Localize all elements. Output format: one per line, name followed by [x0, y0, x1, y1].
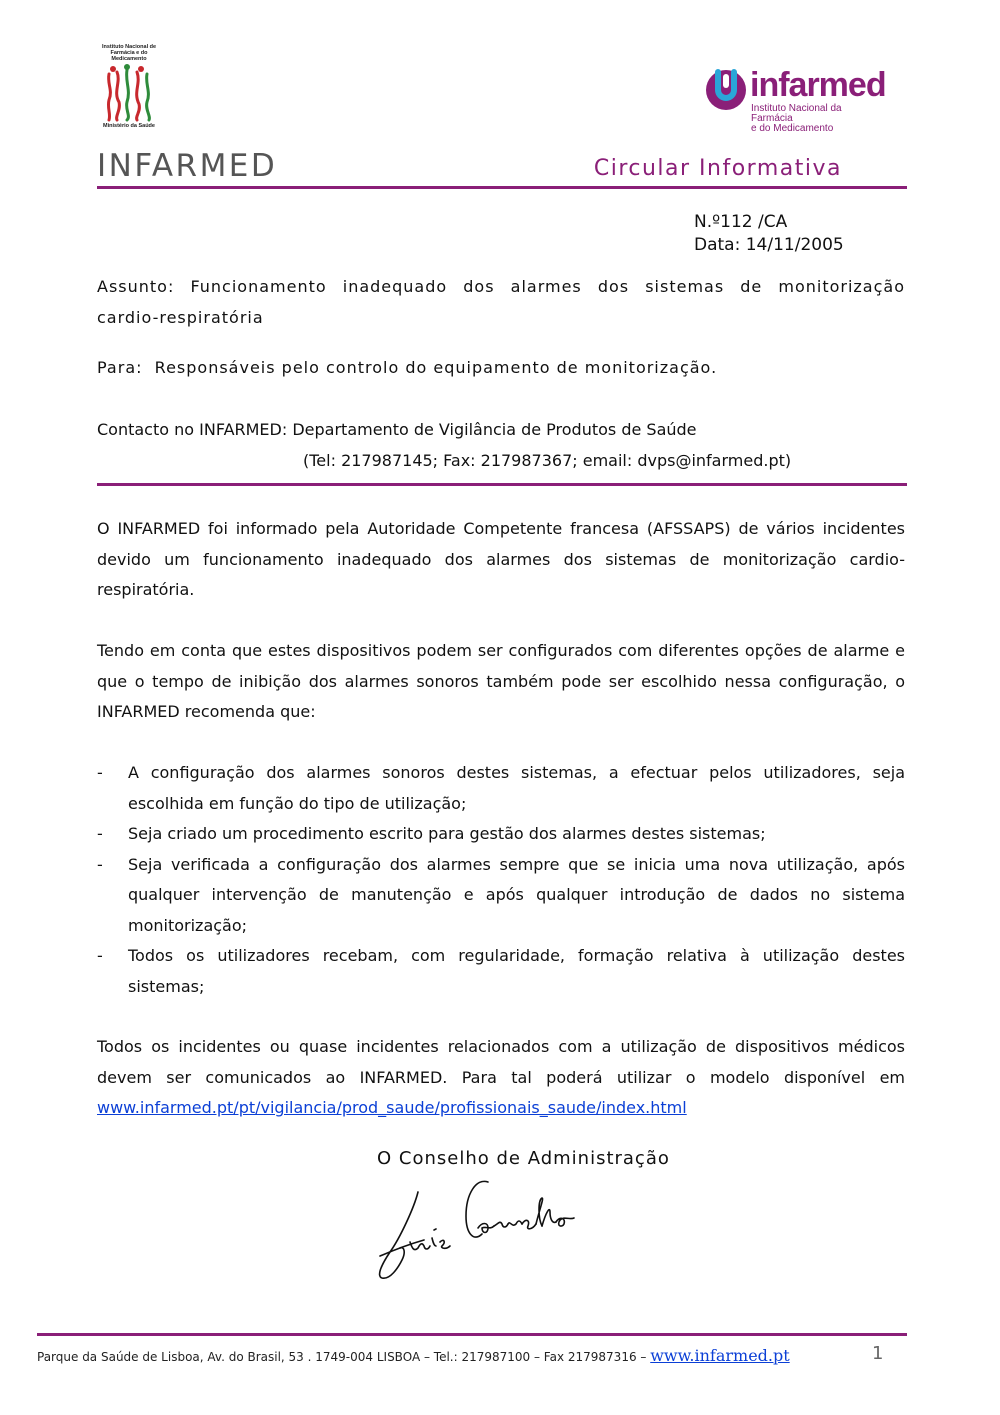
circular-date: Data: 14/11/2005 — [694, 235, 844, 255]
paragraph-3-text: Todos os incidentes ou quase incidentes relacionados com a utilização de dispositivos médicos devem ser comunicados ao INFARMED. Para tal poderá utilizar o modelo disponível em — [97, 1037, 905, 1087]
list-item-text: Todos os utilizadores recebam, com regularidade, formação relativa à utilização destes sistemas; — [128, 946, 905, 996]
ministry-logo-text: Instituto Nacional de Farmácia e do Medicamento — [101, 44, 157, 62]
page-number: 1 — [872, 1343, 884, 1364]
list-item — [97, 850, 905, 942]
recommendations-list — [97, 758, 905, 1002]
reporting-link[interactable]: www.infarmed.pt/pt/vigilancia/prod_saude/profissionais_saude/index.html — [97, 1098, 687, 1117]
list-item-text: Seja criado um procedimento escrito para gestão dos alarmes destes sistemas; — [128, 824, 766, 843]
handwritten-signature — [370, 1168, 590, 1292]
list-item-text: A configuração dos alarmes sonoros destes sistemas, a efectuar pelos utilizadores, seja escolhida em função do tipo de utilização; — [128, 763, 905, 813]
infarmed-logo-subtitle — [751, 104, 884, 134]
list-item-text: Seja verificada a configuração dos alarmes sempre que se inicia uma nova utilização, após qualquer intervenção de manutenção e após qualquer introdução de dados no sistema monitorização; — [128, 854, 905, 935]
list-item — [97, 819, 905, 850]
circular-number: N.º112 /CA — [694, 212, 788, 232]
figures-emblem-icon — [103, 64, 155, 122]
infarmed-symbol-icon — [704, 68, 748, 112]
subject — [97, 272, 905, 333]
signature-image-icon — [370, 1168, 590, 1288]
bullet-dash: - — [97, 824, 103, 843]
document-type: Circular Informativa — [593, 156, 842, 181]
subject-line2: cardio-respiratória — [97, 307, 264, 327]
contact-line2: (Tel: 217987145; Fax: 217987367; email: dvps@infarmed.pt) — [303, 451, 792, 470]
footer-address: Parque da Saúde de Lisboa, Av. do Brasil, 53 . 1749-004 LISBOA – Tel.: 217987100 – Fax 217987316 – — [37, 1350, 647, 1364]
contact-divider — [97, 483, 907, 486]
brand-title: INFARMED — [97, 148, 278, 184]
infarmed-logo — [704, 66, 886, 134]
recipients: Para: Responsáveis pelo controlo do equipamento de monitorização. — [97, 358, 718, 377]
subject-line1: Assunto: Funcionamento inadequado dos alarmes dos sistemas de monitorização — [97, 277, 905, 296]
bullet-dash: - — [97, 763, 103, 782]
list-item — [97, 941, 905, 1002]
bullet-dash: - — [97, 946, 103, 965]
signature-title: O Conselho de Administração — [377, 1148, 670, 1169]
footer — [37, 1346, 790, 1365]
paragraph-1: O INFARMED foi informado pela Autoridade Competente francesa (AFSSAPS) de vários incidentes devido um funcionamento inadequado dos alarmes dos sistemas de monitorização cardio-respiratória. — [97, 519, 905, 599]
contact-line1: Contacto no INFARMED: Departamento de Vigilância de Produtos de Saúde — [97, 420, 697, 439]
ministry-label: Ministério da Saúde — [103, 123, 155, 129]
logo-subtitle-line1: Instituto Nacional da Farmácia — [751, 103, 842, 124]
header-divider — [97, 186, 907, 189]
footer-divider — [37, 1333, 907, 1336]
infarmed-wordmark: infarmed — [750, 66, 886, 104]
paragraph-3 — [97, 1032, 905, 1124]
bullet-dash: - — [97, 854, 103, 874]
list-item — [97, 758, 905, 819]
footer-link[interactable]: www.infarmed.pt — [650, 1346, 790, 1365]
ministry-logo — [96, 44, 162, 134]
logo-subtitle-line2: e do Medicamento — [751, 123, 834, 134]
paragraph-2: Tendo em conta que estes dispositivos podem ser configurados com diferentes opções de alarme e que o tempo de inibição dos alarmes sonoros também pode ser escolhido nessa configuração, o INFARMED recomenda que: — [97, 641, 905, 721]
